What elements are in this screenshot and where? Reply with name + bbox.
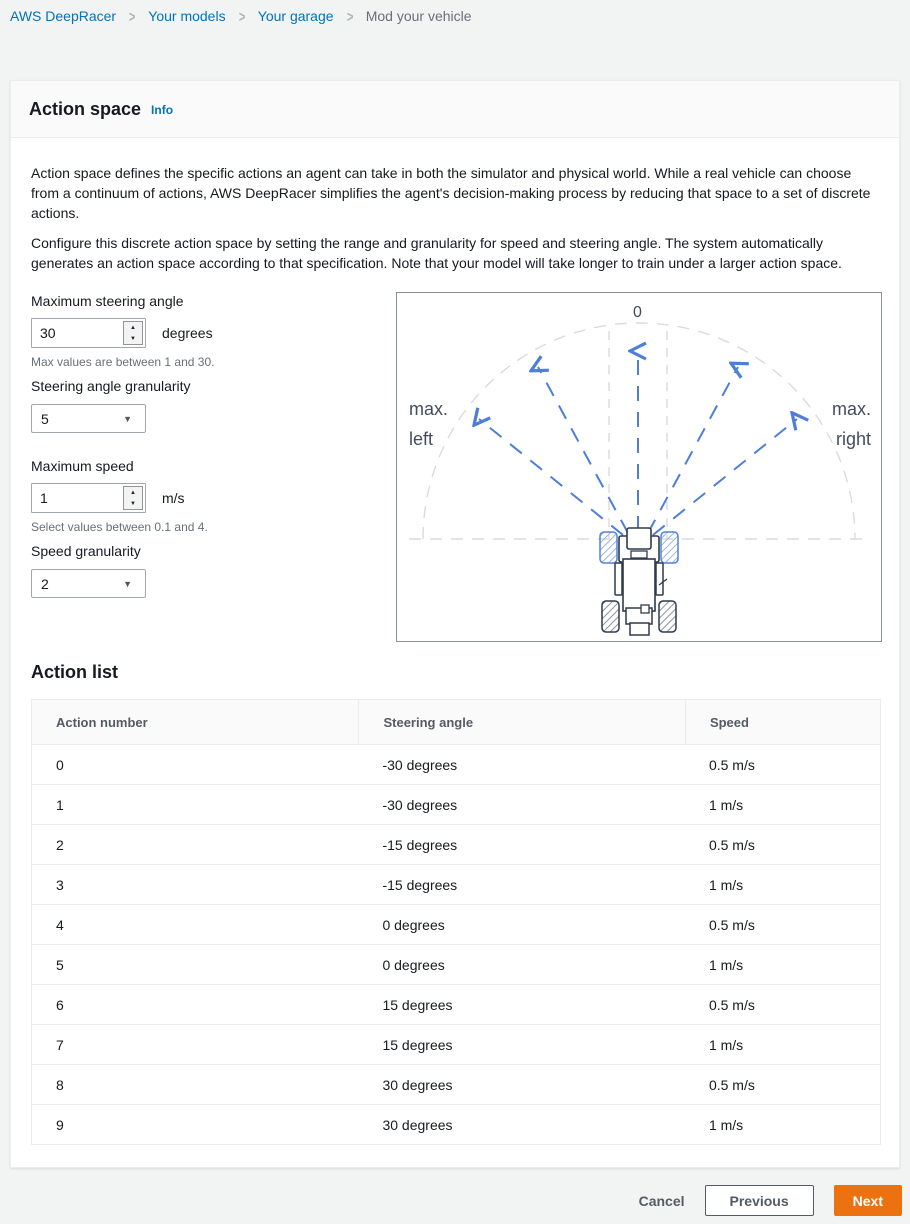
action-number-cell: 2 <box>56 836 64 853</box>
speed-cell: 0.5 m/s <box>708 1076 755 1093</box>
table-row <box>32 784 880 824</box>
steering-angle-cell: 15 degrees <box>382 996 453 1013</box>
column-header-speed: Speed <box>685 700 880 744</box>
info-link[interactable]: Info <box>151 103 174 117</box>
action-number-cell: 3 <box>56 876 64 893</box>
max-steering-label: Maximum steering angle <box>31 293 184 309</box>
steering-angle-cell: 30 degrees <box>382 1116 453 1133</box>
table-row <box>32 944 880 984</box>
table-header-row <box>32 700 880 744</box>
table-row <box>32 904 880 944</box>
arrow-right-30 <box>648 367 738 533</box>
table-row <box>32 864 880 904</box>
steering-angle-cell: 30 degrees <box>382 1076 453 1093</box>
arrow-right-max <box>653 419 797 535</box>
steering-angle-cell: -15 degrees <box>382 836 458 853</box>
chevron-down-icon: ▼ <box>123 414 132 424</box>
speed-cell: 0.5 m/s <box>708 836 755 853</box>
max-speed-unit: m/s <box>162 490 185 506</box>
action-number-cell: 1 <box>56 796 64 813</box>
steering-angle-cell: -15 degrees <box>382 876 458 893</box>
description-paragraph-1: Action space defines the specific actions an agent can take in both the simulator and physical world. While a real vehicle can choose from a continuum of actions, AWS DeepRacer simplifies the agent's decision-making process by reducing that space to a set of discrete actions. <box>31 165 871 221</box>
action-number-cell: 6 <box>56 996 64 1013</box>
max-speed-group <box>31 458 208 534</box>
number-stepper[interactable] <box>123 486 143 510</box>
stepper-up-icon[interactable]: ▲ <box>130 324 136 331</box>
max-right-label-line2: right <box>835 429 871 449</box>
max-right-label-line1: max. <box>831 399 871 419</box>
action-number-cell: 9 <box>56 1116 64 1133</box>
speed-granularity-label: Speed granularity <box>31 543 141 559</box>
stepper-down-icon[interactable]: ▼ <box>130 335 136 342</box>
steering-range-arc <box>423 323 855 539</box>
steering-angle-diagram <box>396 292 882 642</box>
max-speed-helper: Select values between 0.1 and 4. <box>31 520 208 534</box>
chevron-right-icon: > <box>346 6 353 26</box>
column-header-steering-angle: Steering angle <box>358 700 684 744</box>
table-row <box>32 744 880 784</box>
speed-cell: 1 m/s <box>708 1036 744 1053</box>
chevron-right-icon: > <box>128 6 136 26</box>
action-number-cell: 8 <box>56 1076 64 1093</box>
speed-cell: 0.5 m/s <box>708 996 755 1013</box>
next-button[interactable]: Next <box>834 1185 902 1216</box>
arrow-left-max <box>479 419 623 535</box>
max-steering-helper: Max values are between 1 and 30. <box>31 355 215 369</box>
steering-granularity-group <box>31 378 191 433</box>
max-steering-unit: degrees <box>162 325 213 341</box>
max-speed-label: Maximum speed <box>31 458 134 474</box>
vehicle-top-view-icon <box>600 528 678 635</box>
action-number-cell: 0 <box>56 756 64 773</box>
table-row <box>32 1104 880 1144</box>
page-title: Action space <box>29 98 142 119</box>
action-space-panel <box>10 80 900 1168</box>
table-row <box>32 1064 880 1104</box>
max-steering-group <box>31 293 214 369</box>
speed-cell: 1 m/s <box>708 876 744 893</box>
action-list-title: Action list <box>31 662 119 682</box>
breadcrumb-link-deepracer[interactable]: AWS DeepRacer <box>10 8 117 24</box>
cancel-button[interactable]: Cancel <box>638 1192 685 1209</box>
steering-angle-cell: 0 degrees <box>382 956 445 973</box>
steering-arrows <box>479 351 797 535</box>
action-number-cell: 5 <box>56 956 64 973</box>
steering-angle-cell: 15 degrees <box>382 1036 453 1053</box>
table-row <box>32 984 880 1024</box>
action-number-cell: 4 <box>56 916 64 933</box>
footer-actions <box>639 1185 902 1216</box>
speed-cell: 0.5 m/s <box>708 916 755 933</box>
steering-angle-cell: -30 degrees <box>382 756 458 773</box>
max-left-label-line2: left <box>409 429 434 449</box>
panel-header <box>11 81 899 138</box>
speed-cell: 1 m/s <box>708 1116 744 1133</box>
steering-granularity-select[interactable] <box>31 404 146 433</box>
stepper-down-icon[interactable]: ▼ <box>130 500 136 507</box>
action-number-cell: 7 <box>56 1036 64 1053</box>
previous-button[interactable]: Previous <box>705 1185 814 1216</box>
table-row <box>32 824 880 864</box>
speed-cell: 1 m/s <box>708 956 744 973</box>
steering-granularity-value: 5 <box>41 410 49 427</box>
breadcrumb-link-your-garage[interactable]: Your garage <box>257 8 334 24</box>
action-table-body <box>32 744 880 1144</box>
breadcrumb-current: Mod your vehicle <box>365 8 472 24</box>
column-header-action-number: Action number <box>56 714 148 730</box>
breadcrumb <box>10 8 472 24</box>
steering-diagram-svg <box>397 293 881 641</box>
table-row <box>32 1024 880 1064</box>
speed-cell: 1 m/s <box>708 796 744 813</box>
steering-granularity-label: Steering angle granularity <box>31 378 191 394</box>
zero-angle-label: 0 <box>633 304 642 321</box>
description-paragraph-2: Configure this discrete action space by setting the range and granularity for speed and steering angle. The system automatically generates an action space according to that specification. Note that your model will take longer to train under a larger action space. <box>31 235 842 271</box>
chevron-down-icon: ▼ <box>123 579 132 589</box>
speed-granularity-value: 2 <box>41 575 49 592</box>
arrow-left-30 <box>538 367 628 533</box>
chevron-right-icon: > <box>238 6 245 26</box>
steering-angle-cell: 0 degrees <box>382 916 445 933</box>
max-left-label-line1: max. <box>409 399 449 419</box>
action-list-table <box>31 699 881 1145</box>
steering-angle-cell: -30 degrees <box>382 796 458 813</box>
speed-granularity-select[interactable] <box>31 569 146 598</box>
speed-cell: 0.5 m/s <box>708 756 755 773</box>
breadcrumb-link-your-models[interactable]: Your models <box>148 8 226 24</box>
stepper-up-icon[interactable]: ▲ <box>130 489 136 496</box>
speed-granularity-group <box>31 543 146 598</box>
number-stepper[interactable] <box>123 321 143 345</box>
